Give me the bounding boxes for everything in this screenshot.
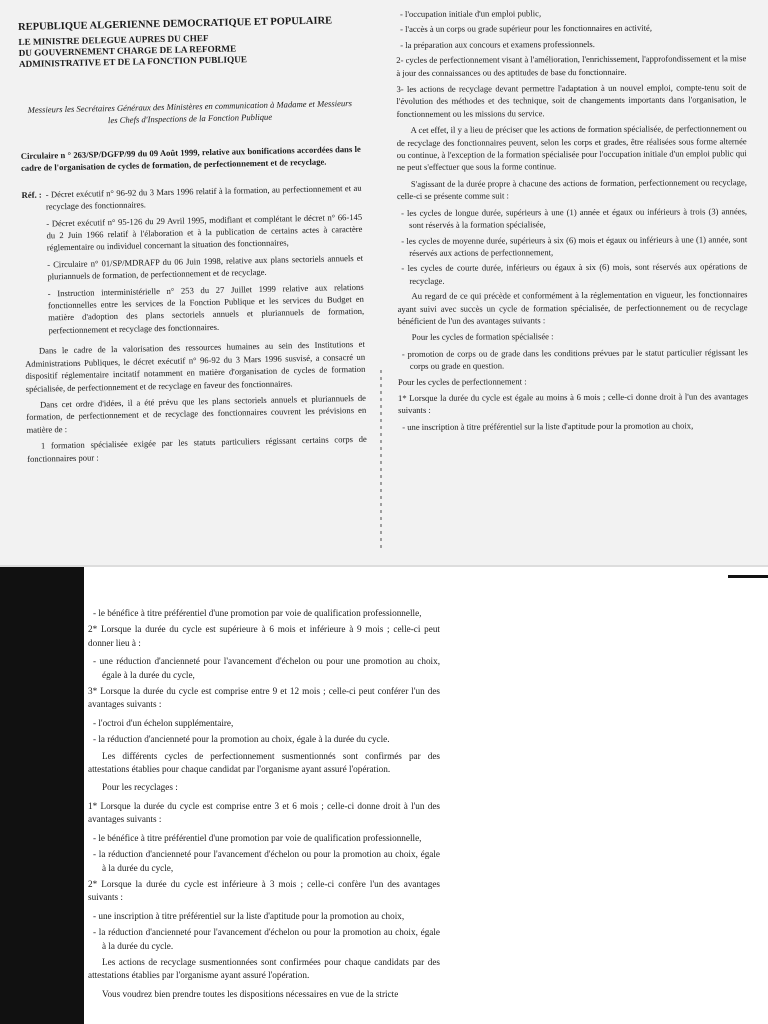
reference-item: - Circulaire n° 01/SP/MDRAFP du 06 Juin 1998, relative aux plans sectoriels annuels et pluriannuels de formation, de perfectionnement et de recyclage. [47, 252, 364, 282]
list-item: - les cycles de moyenne durée, supérieurs à six (6) mois et égaux ou inférieurs à une (1) année, sont réservés aux actions de perfectionnement, [401, 233, 748, 258]
scanned-page-bottom [0, 567, 768, 1024]
body-paragraph: Vous voudrez bien prendre toutes les dispositions nécessaires en vue de la stricte [102, 988, 399, 999]
ministry-header-line-1: LE MINISTRE DELEGUE AUPRES DU CHEF [18, 33, 209, 47]
scan-edge-mark [728, 575, 768, 578]
list-item: - la réduction d'ancienneté pour l'avancement d'échelon ou pour la promotion au choix, égale à la durée du cycle. [93, 927, 440, 951]
numbered-item: 1* Lorsque la durée du cycle est comprise entre 3 et 6 mois ; celle-ci donne droit à l'un des avantages suivants : [88, 800, 440, 825]
reference-item: - Décret exécutif n° 95-126 du 29 Avril 1995, modifiant et complétant le décret n° 66-145 du 2 Juin 1966 relatif à l'élaboration et à la publication de certains actes à caractère réglementaire ou individuel concernant la situation des fonctionnaires, [46, 211, 363, 253]
list-item: - le bénéfice à titre préférentiel d'une promotion par voie de qualification professionnelle, [93, 832, 422, 843]
ministry-header-line-2: DU GOUVERNEMENT CHARGE DE LA REFORME [18, 43, 237, 58]
body-paragraph: 1 formation spécialisée exigée par les statuts particuliers régissant certains corps de fonctionnaires pour : [27, 433, 367, 464]
list-item: - l'occupation initiale d'un emploi public, [400, 8, 542, 19]
list-item: - une réduction d'ancienneté pour l'avancement d'échelon ou pour une promotion au choix, égale à la durée du cycle, [93, 656, 440, 680]
references-block [21, 182, 364, 342]
left-column [18, 15, 367, 469]
numbered-item: 3* Lorsque la durée du cycle est comprise entre 9 et 12 mois ; celle-ci peut conférer l'un des avantages suivants : [88, 686, 440, 710]
right-column [396, 6, 748, 436]
list-item: - promotion de corps ou de grade dans les conditions prévues par le statut particulier régissant les corps ou grade en question. [401, 346, 748, 372]
republic-header: REPUBLIQUE ALGERIENNE DEMOCRATIQUE ET POPULAIRE [18, 15, 333, 33]
numbered-item: 3- les actions de recyclage devant permettre l'adaptation à un nouvel emploi, compte-tenu soit de l'évolution des méthodes et des technique, soit de changements importants dans l'organisation, le fonctionnement ou les missions du service. [396, 82, 747, 119]
scan-shadow [0, 567, 84, 1024]
section-heading: Pour les cycles de formation spécialisée : [411, 331, 554, 343]
list-item: - l'octroi d'un échelon supplémentaire, [93, 717, 234, 728]
numbered-item: 2- cycles de perfectionnement visant à l'amélioration, l'enrichissement, l'approfondissement et la mise à jour des connaissances ou des aptitudes de base du fonctionnaire. [396, 53, 747, 78]
body-paragraph: Les actions de recyclage susmentionnées sont confirmées pour chaque candidats par des attestations établies par l'organisme ayant assuré l'opération. [88, 956, 440, 981]
reference-item: - Décret exécutif n° 96-92 du 3 Mars 1996 relatif à la formation, au perfectionnement et au recyclage des fonctionnaires. [45, 182, 362, 212]
ref-label: Réf. : [21, 189, 42, 200]
section-heading: Pour les recyclages : [102, 782, 178, 793]
addressee: Messieurs les Secrétaires Généraux des Ministères en communication à Madame et Messieurs les Chefs d'Inspections de la Fonction Publique [27, 98, 352, 126]
list-item: - la préparation aux concours et examens professionnels. [400, 38, 595, 50]
reference-item: - Instruction interministérielle n° 253 du 27 Juillet 1999 relative aux relations fonctionnelles entre les services de la Fonction Publique et les services du Budget en matière d'adoption des plans sectoriels annuels et pluriannuels de formation, perfectionnement et recyclage des fonctionnaires. [47, 281, 365, 336]
numbered-item: 2* Lorsque la durée du cycle est inférieure à 3 mois ; celle-ci confère l'un des avantages suivants : [88, 878, 440, 903]
body-paragraph: A cet effet, il y a lieu de préciser que les actions de formation spécialisée, de perfectionnement ou de recyclage des fonctionnaires peuvent, selon les corps et grades, être réalisées sous forme alternée ou continue, à l'exception de la formation spécialisée pour l'occupation initiale d'un emploi public qui ne peut s'effectuer que sous la forme continue. [396, 123, 747, 173]
numbered-item: 2* Lorsque la durée du cycle est supérieure à 6 mois et inférieure à 9 mois ; celle-ci peut donner lieu à : [88, 624, 440, 648]
list-item: - l'accès à un corps ou grade supérieur pour les fonctionnaires en activité, [400, 23, 653, 35]
list-item: - les cycles de longue durée, supérieurs à une (1) année et égaux ou inférieurs à trois (3) années, sont réservés à la formation spécialisée, [401, 205, 748, 231]
list-item: - la réduction d'ancienneté pour la promotion au choix, égale à la durée du cycle. [93, 734, 390, 745]
body-paragraph: Dans cet ordre d'idées, il a été prévu que les plans sectoriels annuels et pluriannuels de formation, de perfectionnement et de recyclage des fonctionnaires couvrent les prévisions en matière de : [26, 392, 367, 435]
body-paragraph: S'agissant de la durée propre à chacune des actions de formation, perfectionnement ou recyclage, celle-ci se présente comme suit : [396, 177, 747, 202]
circular-title: Circulaire n ° 263/SP/DGFP/99 du 09 Août 1999, relative aux bonifications accordées dans le cadre de l'organisation de cycles de formation, de perfectionnement et de recyclage. [20, 143, 361, 174]
numbered-item: 1* Lorsque la durée du cycle est égale au moins à 6 mois ; celle-ci donne droit à l'un des avantages suivants : [398, 391, 749, 416]
bottom-column [88, 607, 440, 1006]
body-paragraph: Les différents cycles de perfectionnement susmentionnés sont confirmés par des attestations établies pour chaque candidat par l'organisme ayant assuré l'opération. [88, 750, 440, 775]
references-list [46, 182, 365, 341]
section-heading: Pour les cycles de perfectionnement : [397, 375, 527, 387]
list-item: - le bénéfice à titre préférentiel d'une promotion par voie de qualification professionnelle, [93, 608, 422, 618]
column-divider [380, 370, 382, 550]
list-item: - une inscription à titre préférentiel sur la liste d'aptitude pour la promotion au choix, [93, 910, 405, 921]
body-paragraph: Au regard de ce qui précède et conformément à la réglementation en vigueur, les fonctionnaires ayant suivi avec succès un cycle de formation spécialisée, de perfectionnement ou de recyclage bénéficient de l'un des avantages suivants : [397, 289, 748, 326]
body-paragraph: Dans le cadre de la valorisation des ressources humaines au sein des Institutions et Administrations Publiques, le décret exécutif n° 96-92 du 3 Mars 1996 susvisé, a consacré un dispositif réglementaire incitatif notamment en matière d'organisation de cycles de formation spécialisée, de perfectionnement et de recyclage en faveur des fonctionnaires. [25, 339, 366, 394]
list-item: - une inscription à titre préférentiel sur la liste d'aptitude pour la promotion au choix, [402, 420, 694, 432]
list-item: - les cycles de courte durée, inférieurs ou égaux à six (6) mois, sont réservés aux opérations de recyclage. [401, 261, 748, 286]
list-item: - la réduction d'ancienneté pour l'avancement d'échelon ou pour la promotion au choix, égale à la durée du cycle, [93, 849, 440, 873]
ministry-header-line-3: ADMINISTRATIVE ET DE LA FONCTION PUBLIQUE [18, 54, 248, 69]
